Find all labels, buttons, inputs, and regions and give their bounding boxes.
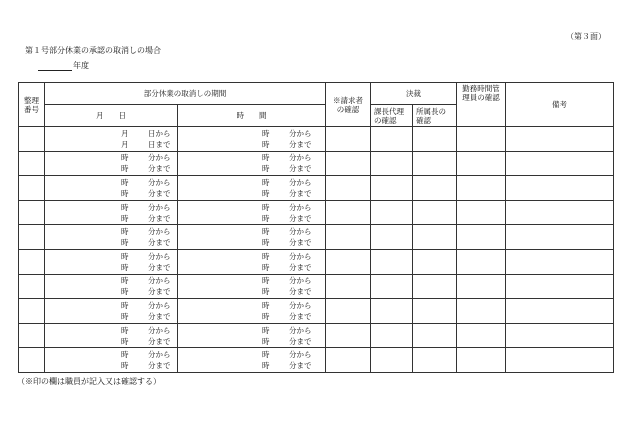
month-day-cell-to — [121, 311, 177, 322]
header-deputy — [371, 105, 413, 127]
unit-label: 時 — [262, 251, 270, 261]
head-check-cell[interactable] — [413, 127, 457, 152]
month-day-cell[interactable] — [45, 299, 178, 324]
unit-label: 分から — [148, 276, 171, 286]
time-range-cell-from — [262, 128, 325, 139]
unit-label: 時 — [121, 188, 129, 198]
number-cell[interactable] — [19, 200, 45, 225]
unit-label: 時 — [121, 287, 129, 297]
unit-label: 分まで — [148, 213, 171, 223]
remarks-cell[interactable] — [506, 225, 614, 250]
time-range-cell-to — [262, 336, 325, 347]
month-day-cell-from — [121, 152, 177, 163]
unit-label: 分まで — [148, 311, 171, 321]
unit-label: 時 — [262, 238, 270, 248]
unit-label: 分から — [289, 251, 312, 261]
fiscal-year-suffix: 年度 — [73, 61, 89, 70]
time-range-cell-to — [262, 213, 325, 224]
head-check-cell[interactable] — [413, 249, 457, 274]
header-period: 部分休業の取消しの期間 — [45, 83, 326, 105]
header-deputy-line2: の確認 — [374, 115, 397, 125]
manager-check-cell[interactable] — [457, 274, 506, 299]
time-range-cell-from — [262, 300, 325, 311]
table-row — [19, 299, 614, 324]
deputy-check-cell[interactable] — [371, 200, 413, 225]
header-manager — [457, 83, 506, 127]
header-number-line2: 番号 — [24, 104, 39, 114]
unit-label: 月 — [121, 128, 129, 138]
unit-label: 分まで — [289, 311, 312, 321]
time-range-cell-to — [262, 360, 325, 371]
manager-check-cell[interactable] — [457, 151, 506, 176]
header-head-line2: 確認 — [416, 115, 431, 125]
unit-label: 時 — [262, 128, 270, 138]
deputy-check-cell[interactable] — [371, 225, 413, 250]
month-day-cell-to — [121, 213, 177, 224]
table-row — [19, 176, 614, 201]
time-range-cell-from — [262, 177, 325, 188]
time-range-cell-from — [262, 152, 325, 163]
remarks-cell[interactable] — [506, 299, 614, 324]
time-range-cell[interactable] — [178, 127, 326, 152]
time-range-cell-to — [262, 262, 325, 273]
requester-check-cell[interactable] — [326, 274, 371, 299]
deputy-check-cell[interactable] — [371, 176, 413, 201]
month-day-cell[interactable] — [45, 200, 178, 225]
unit-label: 分から — [148, 350, 171, 360]
unit-label: 分から — [148, 251, 171, 261]
deputy-check-cell[interactable] — [371, 127, 413, 152]
time-range-cell-from — [262, 325, 325, 336]
time-range-cell-to — [262, 188, 325, 199]
fiscal-year-line — [38, 60, 89, 71]
time-range-cell[interactable] — [178, 151, 326, 176]
header-head — [413, 105, 457, 127]
month-day-cell-to — [121, 336, 177, 347]
unit-label: 分から — [148, 177, 171, 187]
unit-label: 分まで — [148, 188, 171, 198]
header-head-line1: 所属長の — [416, 106, 446, 116]
time-range-cell-from — [262, 349, 325, 360]
unit-label: 分から — [289, 227, 312, 237]
time-range-cell[interactable] — [178, 323, 326, 348]
month-day-cell-to — [121, 188, 177, 199]
page-label: （第３面） — [566, 32, 606, 41]
remarks-cell[interactable] — [506, 348, 614, 373]
month-day-cell-from — [121, 128, 177, 139]
unit-label: 日まで — [148, 139, 171, 149]
table-row — [19, 249, 614, 274]
unit-label: 時 — [121, 213, 129, 223]
requester-check-cell[interactable] — [326, 200, 371, 225]
deputy-check-cell[interactable] — [371, 274, 413, 299]
time-range-cell-from — [262, 251, 325, 262]
month-day-cell-from — [121, 202, 177, 213]
unit-label: 時 — [262, 336, 270, 346]
unit-label: 時 — [262, 153, 270, 163]
unit-label: 分から — [289, 202, 312, 212]
head-check-cell[interactable] — [413, 299, 457, 324]
unit-label: 時 — [262, 300, 270, 310]
table-row — [19, 151, 614, 176]
unit-label: 時 — [262, 139, 270, 149]
head-check-cell[interactable] — [413, 274, 457, 299]
remarks-cell[interactable] — [506, 274, 614, 299]
unit-label: 時 — [262, 202, 270, 212]
unit-label: 時 — [121, 350, 129, 360]
time-range-cell-to — [262, 237, 325, 248]
header-requester — [326, 83, 371, 127]
footer-note: （※印の欄は職員が記入又は確認する） — [17, 377, 161, 386]
unit-label: 時 — [121, 311, 129, 321]
header-manager-line1: 勤務時間管 — [462, 84, 500, 93]
unit-label: 時 — [262, 311, 270, 321]
remarks-cell[interactable] — [506, 323, 614, 348]
month-day-cell-from — [121, 226, 177, 237]
unit-label: 時 — [262, 287, 270, 297]
unit-label: 時 — [121, 153, 129, 163]
month-day-cell[interactable] — [45, 274, 178, 299]
unit-label: 時 — [121, 251, 129, 261]
head-check-cell[interactable] — [413, 176, 457, 201]
header-month-day: 月 日 — [45, 105, 178, 127]
unit-label: 分から — [289, 276, 312, 286]
deputy-check-cell[interactable] — [371, 249, 413, 274]
header-manager-line2: 理員の確認 — [462, 93, 500, 102]
unit-label: 分まで — [289, 262, 312, 272]
unit-label: 分まで — [289, 139, 312, 149]
unit-label: 時 — [121, 164, 129, 174]
table-row — [19, 323, 614, 348]
header-deputy-line1: 課長代理 — [374, 106, 404, 116]
unit-label: 時 — [262, 262, 270, 272]
manager-check-cell[interactable] — [457, 127, 506, 152]
head-check-cell[interactable] — [413, 200, 457, 225]
unit-label: 時 — [262, 164, 270, 174]
deputy-check-cell[interactable] — [371, 348, 413, 373]
time-range-cell-from — [262, 202, 325, 213]
header-requester-line1: ※請求者 — [333, 95, 363, 105]
unit-label: 分から — [148, 227, 171, 237]
unit-label: 分まで — [148, 164, 171, 174]
unit-label: 時 — [121, 202, 129, 212]
fiscal-year-blank[interactable] — [38, 61, 72, 71]
manager-check-cell[interactable] — [457, 323, 506, 348]
manager-check-cell[interactable] — [457, 225, 506, 250]
month-day-cell-to — [121, 139, 177, 150]
requester-check-cell[interactable] — [326, 348, 371, 373]
header-number-line1: 整理 — [24, 95, 39, 105]
header-requester-line2: の確認 — [336, 104, 360, 114]
remarks-cell[interactable] — [506, 151, 614, 176]
unit-label: 時 — [262, 177, 270, 187]
unit-label: 分まで — [148, 238, 171, 248]
unit-label: 時 — [262, 350, 270, 360]
unit-label: 時 — [121, 325, 129, 335]
header-approval: 決裁 — [371, 83, 457, 105]
month-day-cell-from — [121, 275, 177, 286]
remarks-cell[interactable] — [506, 200, 614, 225]
header-remarks: 備考 — [506, 83, 614, 127]
number-cell[interactable] — [19, 225, 45, 250]
time-range-cell[interactable] — [178, 249, 326, 274]
time-range-cell[interactable] — [178, 348, 326, 373]
unit-label: 分から — [148, 153, 171, 163]
table-row — [19, 348, 614, 373]
month-day-cell[interactable] — [45, 151, 178, 176]
deputy-check-cell[interactable] — [371, 299, 413, 324]
form-title: 第１号部分休業の承認の取消しの場合 — [25, 46, 161, 55]
unit-label: 時 — [121, 276, 129, 286]
unit-label: 分から — [148, 300, 171, 310]
time-range-cell[interactable] — [178, 176, 326, 201]
unit-label: 分から — [289, 325, 312, 335]
unit-label: 時 — [262, 361, 270, 371]
unit-label: 分から — [289, 300, 312, 310]
time-range-cell[interactable] — [178, 225, 326, 250]
unit-label: 分まで — [289, 238, 312, 248]
remarks-cell[interactable] — [506, 176, 614, 201]
number-cell[interactable] — [19, 323, 45, 348]
requester-check-cell[interactable] — [326, 225, 371, 250]
month-day-cell-to — [121, 163, 177, 174]
unit-label: 分まで — [148, 336, 171, 346]
head-check-cell[interactable] — [413, 348, 457, 373]
unit-label: 分から — [289, 350, 312, 360]
time-range-cell-to — [262, 311, 325, 322]
table-row — [19, 225, 614, 250]
month-day-cell-from — [121, 177, 177, 188]
month-day-cell-from — [121, 251, 177, 262]
requester-check-cell[interactable] — [326, 151, 371, 176]
unit-label: 分まで — [289, 287, 312, 297]
unit-label: 時 — [262, 188, 270, 198]
number-cell[interactable] — [19, 348, 45, 373]
unit-label: 時 — [121, 361, 129, 371]
unit-label: 分まで — [289, 188, 312, 198]
month-day-cell-to — [121, 262, 177, 273]
unit-label: 分まで — [148, 361, 171, 371]
month-day-cell[interactable] — [45, 225, 178, 250]
time-range-cell-to — [262, 286, 325, 297]
remarks-cell[interactable] — [506, 249, 614, 274]
unit-label: 分から — [289, 128, 312, 138]
number-cell[interactable] — [19, 249, 45, 274]
unit-label: 時 — [121, 177, 129, 187]
unit-label: 分まで — [148, 287, 171, 297]
time-range-cell[interactable] — [178, 299, 326, 324]
unit-label: 分まで — [148, 262, 171, 272]
unit-label: 時 — [121, 238, 129, 248]
unit-label: 分まで — [289, 361, 312, 371]
month-day-cell-to — [121, 286, 177, 297]
time-range-cell-to — [262, 139, 325, 150]
head-check-cell[interactable] — [413, 151, 457, 176]
manager-check-cell[interactable] — [457, 176, 506, 201]
unit-label: 時 — [262, 227, 270, 237]
unit-label: 時 — [121, 300, 129, 310]
requester-check-cell[interactable] — [326, 127, 371, 152]
number-cell[interactable] — [19, 151, 45, 176]
number-cell[interactable] — [19, 127, 45, 152]
manager-check-cell[interactable] — [457, 299, 506, 324]
unit-label: 分から — [289, 153, 312, 163]
unit-label: 時 — [262, 276, 270, 286]
unit-label: 月 — [121, 139, 129, 149]
requester-check-cell[interactable] — [326, 176, 371, 201]
time-range-cell-to — [262, 163, 325, 174]
month-day-cell-to — [121, 237, 177, 248]
month-day-cell-from — [121, 325, 177, 336]
month-day-cell[interactable] — [45, 323, 178, 348]
unit-label: 時 — [262, 325, 270, 335]
month-day-cell[interactable] — [45, 127, 178, 152]
header-number — [19, 83, 45, 127]
number-cell[interactable] — [19, 299, 45, 324]
unit-label: 分まで — [289, 164, 312, 174]
remarks-cell[interactable] — [506, 127, 614, 152]
unit-label: 分まで — [289, 336, 312, 346]
requester-check-cell[interactable] — [326, 299, 371, 324]
unit-label: 分まで — [289, 213, 312, 223]
manager-check-cell[interactable] — [457, 249, 506, 274]
unit-label: 時 — [121, 227, 129, 237]
unit-label: 分から — [148, 202, 171, 212]
month-day-cell[interactable] — [45, 176, 178, 201]
cancellation-table — [18, 82, 614, 373]
table-row — [19, 274, 614, 299]
deputy-check-cell[interactable] — [371, 151, 413, 176]
number-cell[interactable] — [19, 176, 45, 201]
unit-label: 分から — [148, 325, 171, 335]
unit-label: 時 — [121, 262, 129, 272]
table-row — [19, 127, 614, 152]
month-day-cell[interactable] — [45, 348, 178, 373]
unit-label: 時 — [262, 213, 270, 223]
time-range-cell-from — [262, 275, 325, 286]
number-cell[interactable] — [19, 274, 45, 299]
time-range-cell[interactable] — [178, 200, 326, 225]
requester-check-cell[interactable] — [326, 249, 371, 274]
unit-label: 日から — [148, 128, 171, 138]
header-time: 時 間 — [178, 105, 326, 127]
deputy-check-cell[interactable] — [371, 323, 413, 348]
requester-check-cell[interactable] — [326, 323, 371, 348]
manager-check-cell[interactable] — [457, 200, 506, 225]
head-check-cell[interactable] — [413, 225, 457, 250]
time-range-cell[interactable] — [178, 274, 326, 299]
month-day-cell-from — [121, 300, 177, 311]
month-day-cell[interactable] — [45, 249, 178, 274]
unit-label: 分から — [289, 177, 312, 187]
head-check-cell[interactable] — [413, 323, 457, 348]
manager-check-cell[interactable] — [457, 348, 506, 373]
month-day-cell-from — [121, 349, 177, 360]
month-day-cell-to — [121, 360, 177, 371]
time-range-cell-from — [262, 226, 325, 237]
table-row — [19, 200, 614, 225]
unit-label: 時 — [121, 336, 129, 346]
